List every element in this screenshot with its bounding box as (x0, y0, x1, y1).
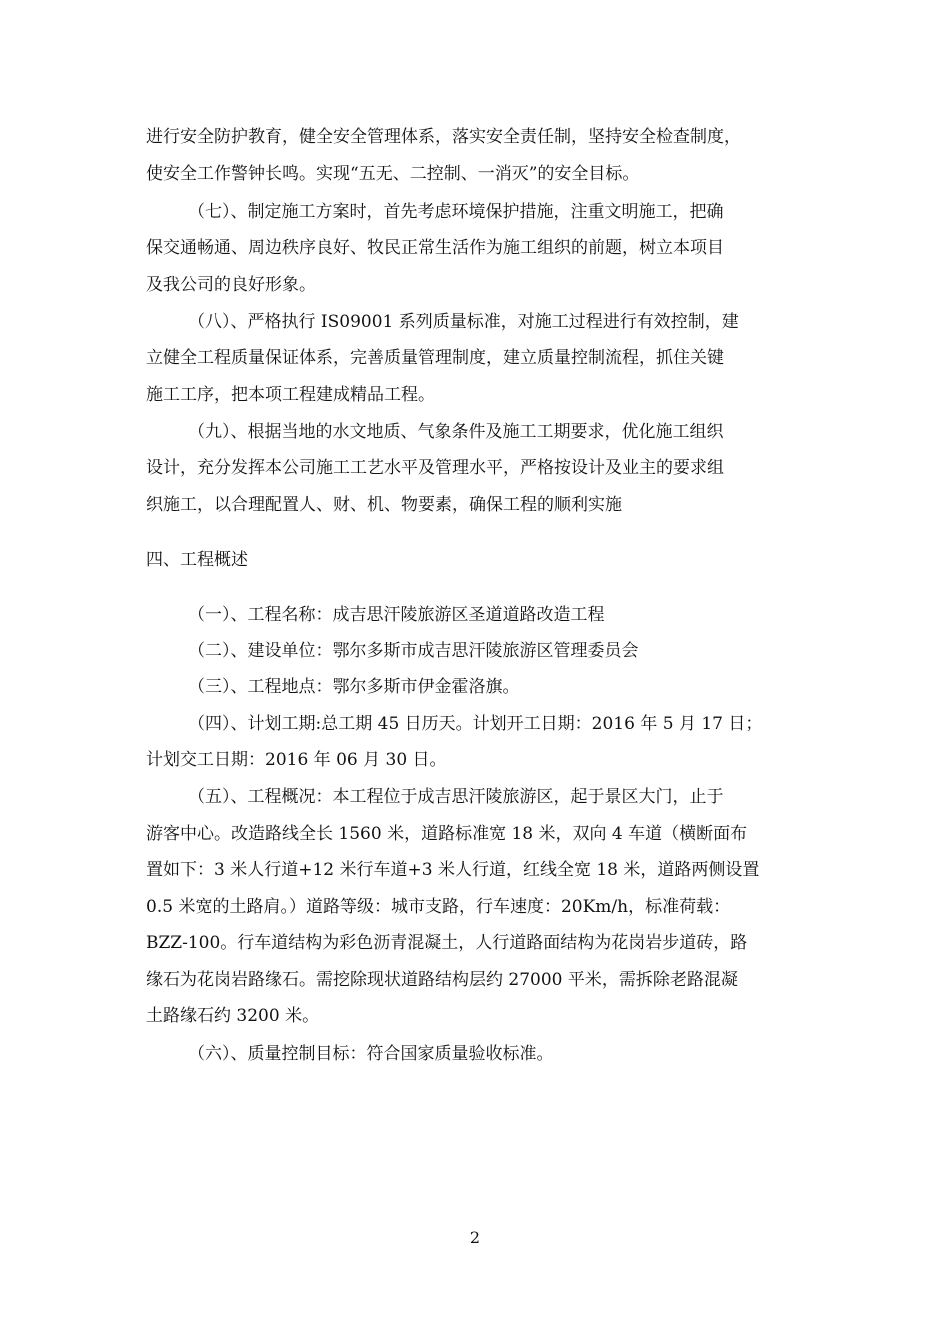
paragraph-line: 施工工序，把本项工程建成精品工程。 (146, 385, 435, 405)
overview-line: BZZ-100。行车道结构为彩色沥青混凝土，人行道路面结构为花岗岩步道砖，路 (146, 933, 748, 953)
overview-line: （一）、工程名称：成吉思汗陵旅游区圣道道路改造工程 (188, 605, 605, 625)
overview-line: 游客中心。改造路线全长 1560 米，道路标准宽 18 米，双向 4 车道（横断面布 (146, 824, 748, 844)
paragraph-line: 立健全工程质量保证体系，完善质量管理制度，建立质量控制流程，抓住关键 (146, 348, 724, 368)
overview-line: 缘石为花岗岩路缘石。需挖除现状道路结构层约 27000 平米，需拆除老路混凝 (146, 970, 738, 990)
page-number: 2 (469, 1228, 481, 1247)
paragraph-line: 织施工，以合理配置人、财、机、物要素，确保工程的顺利实施 (146, 495, 622, 515)
overview-line: （五）、工程概况：本工程位于成吉思汗陵旅游区，起于景区大门，止于 (188, 787, 724, 807)
paragraph-line: 使安全工作警钟长鸣。实现“五无、二控制、一消灭”的安全目标。 (146, 164, 640, 184)
overview-line: （四）、计划工期:总工期 45 日历天。计划开工日期：2016 年 5 月 17 日； (188, 714, 763, 734)
paragraph-line: 保交通畅通、周边秩序良好、牧民正常生活作为施工组织的前题，树立本项目 (146, 238, 724, 258)
overview-line: 计划交工日期：2016 年 06 月 30 日。 (146, 750, 447, 770)
overview-line: （二）、建设单位：鄂尔多斯市成吉思汗陵旅游区管理委员会 (188, 641, 639, 661)
paragraph-line: （七）、制定施工方案时，首先考虑环境保护措施，注重文明施工，把确 (188, 202, 724, 222)
paragraph-line: （九）、根据当地的水文地质、气象条件及施工工期要求，优化施工组织 (188, 422, 724, 442)
overview-line: 土路缘石约 3200 米。 (146, 1006, 320, 1026)
paragraph-line: 进行安全防护教育，健全安全管理体系，落实安全责任制，坚持安全检查制度， (146, 127, 741, 147)
paragraph-line: 及我公司的良好形象。 (146, 275, 316, 295)
paragraph-line: 设计，充分发挥本公司施工工艺水平及管理水平，严格按设计及业主的要求组 (146, 458, 724, 478)
overview-line: （三）、工程地点：鄂尔多斯市伊金霍洛旗。 (188, 677, 520, 697)
overview-line: 0.5 米宽的土路肩。）道路等级：城市支路，行车速度：20Km/h，标准荷载： (146, 897, 731, 917)
overview-line: （六）、质量控制目标：符合国家质量验收标准。 (188, 1044, 554, 1064)
section-heading: 四、工程概述 (146, 550, 248, 570)
overview-line: 置如下：3 米人行道+12 米行车道+3 米人行道，红线全宽 18 米，道路两侧设置 (146, 860, 760, 880)
paragraph-line: （八）、严格执行 IS09001 系列质量标准，对施工过程进行有效控制，建 (188, 312, 739, 332)
